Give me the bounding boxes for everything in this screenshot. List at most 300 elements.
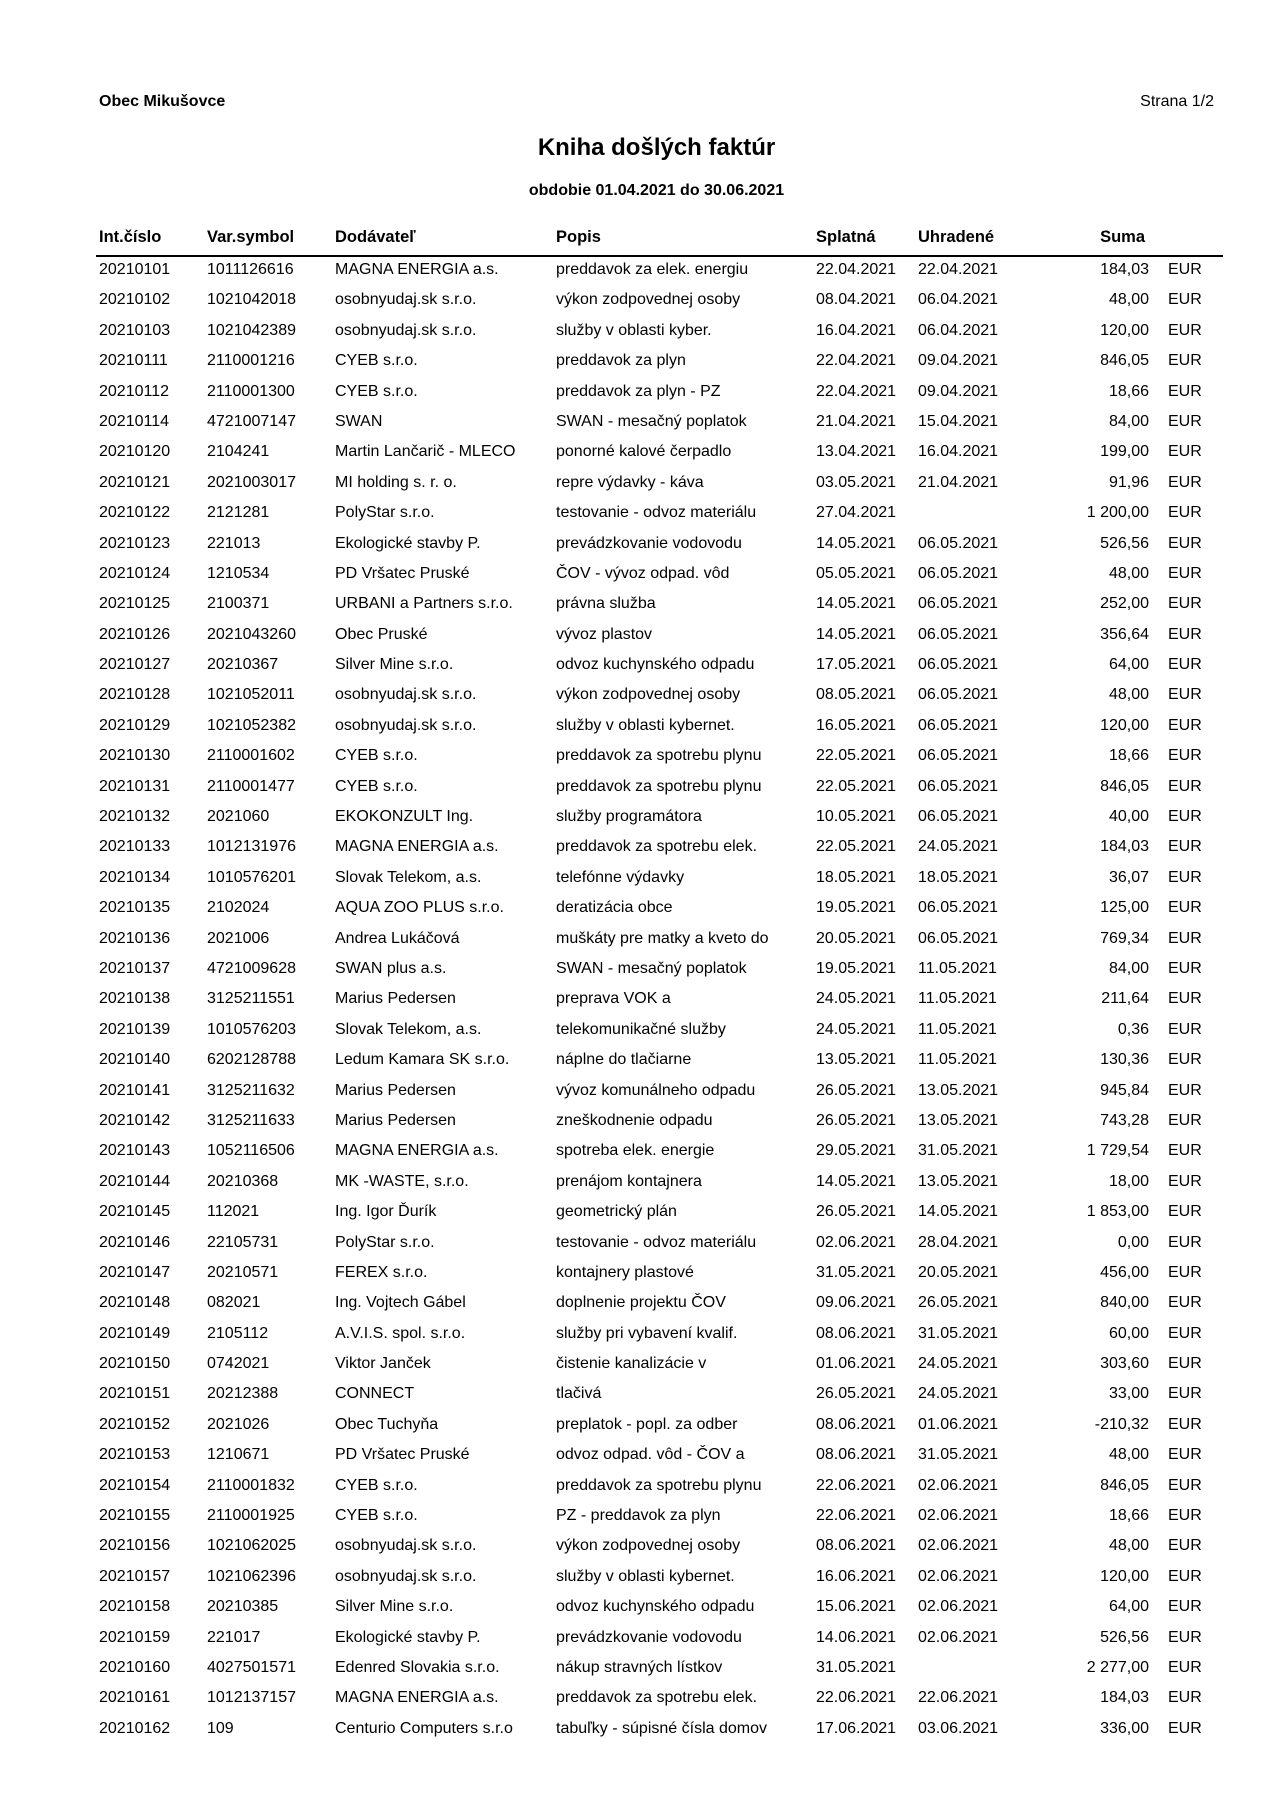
cell-dodavatel: osobnyudaj.sk s.r.o. bbox=[335, 291, 477, 309]
table-row bbox=[0, 803, 1280, 833]
cell-splatna: 24.05.2021 bbox=[816, 990, 897, 1008]
table-row bbox=[0, 1411, 1280, 1441]
cell-uhradene: 13.05.2021 bbox=[918, 1172, 999, 1190]
cell-suma: 945,84 bbox=[1100, 1081, 1149, 1099]
cell-popis: telekomunikačné služby bbox=[556, 1020, 726, 1038]
cell-mena: EUR bbox=[1168, 1567, 1202, 1585]
cell-splatna: 13.04.2021 bbox=[816, 443, 897, 461]
page-number: Strana 1/2 bbox=[1140, 93, 1214, 110]
cell-int-cislo: 20210139 bbox=[99, 1020, 171, 1038]
cell-suma: 846,05 bbox=[1100, 352, 1149, 370]
table-row bbox=[0, 1441, 1280, 1471]
cell-popis: výkon zodpovednej osoby bbox=[556, 686, 741, 704]
cell-splatna: 22.06.2021 bbox=[816, 1507, 897, 1525]
cell-popis: právna služba bbox=[556, 595, 656, 613]
table-row bbox=[0, 864, 1280, 894]
cell-dodavatel: Slovak Telekom, a.s. bbox=[335, 1020, 482, 1038]
cell-mena: EUR bbox=[1168, 1294, 1202, 1312]
cell-uhradene: 02.06.2021 bbox=[918, 1567, 999, 1585]
cell-int-cislo: 20210114 bbox=[99, 412, 169, 430]
column-header-var-symbol: Var.symbol bbox=[207, 228, 295, 246]
cell-dodavatel: MI holding s. r. o. bbox=[335, 473, 457, 491]
cell-int-cislo: 20210131 bbox=[99, 777, 171, 795]
invoice-table-body bbox=[0, 256, 1280, 1745]
cell-var-symbol: 20210367 bbox=[207, 656, 279, 674]
cell-int-cislo: 20210103 bbox=[99, 321, 171, 339]
cell-var-symbol: 0742021 bbox=[207, 1355, 270, 1373]
cell-mena: EUR bbox=[1168, 1385, 1202, 1403]
cell-int-cislo: 20210150 bbox=[99, 1355, 171, 1373]
cell-int-cislo: 20210121 bbox=[99, 473, 171, 491]
cell-splatna: 29.05.2021 bbox=[816, 1142, 897, 1160]
cell-var-symbol: 2110001477 bbox=[207, 777, 295, 795]
cell-suma: 18,66 bbox=[1108, 1507, 1149, 1525]
cell-mena: EUR bbox=[1168, 1415, 1202, 1433]
column-header-splatna: Splatná bbox=[816, 228, 876, 246]
cell-mena: EUR bbox=[1168, 1355, 1202, 1373]
cell-popis: tabuľky - súpisné čísla domov bbox=[556, 1719, 767, 1737]
cell-dodavatel: PD Vršatec Pruské bbox=[335, 1446, 470, 1464]
cell-popis: preddavok za plyn - PZ bbox=[556, 382, 721, 400]
table-row bbox=[0, 1502, 1280, 1532]
cell-var-symbol: 6202128788 bbox=[207, 1051, 296, 1069]
cell-uhradene: 24.05.2021 bbox=[918, 1355, 999, 1373]
cell-uhradene: 06.05.2021 bbox=[918, 534, 999, 552]
cell-popis: preprava VOK a bbox=[556, 990, 671, 1008]
column-header-popis: Popis bbox=[556, 228, 601, 246]
cell-var-symbol: 109 bbox=[207, 1719, 234, 1737]
table-row bbox=[0, 681, 1280, 711]
cell-popis: preddavok za plyn bbox=[556, 352, 686, 370]
cell-popis: PZ - preddavok za plyn bbox=[556, 1507, 721, 1525]
cell-splatna: 26.05.2021 bbox=[816, 1203, 897, 1221]
cell-uhradene: 15.04.2021 bbox=[918, 412, 999, 430]
cell-int-cislo: 20210156 bbox=[99, 1537, 171, 1555]
table-row bbox=[0, 1593, 1280, 1623]
cell-popis: preddavok za spotrebu elek. bbox=[556, 838, 758, 856]
cell-var-symbol: 2021006 bbox=[207, 929, 270, 947]
cell-popis: služby v oblasti kybernet. bbox=[556, 716, 735, 734]
cell-var-symbol: 4721009628 bbox=[207, 959, 296, 977]
cell-suma: 2 277,00 bbox=[1086, 1658, 1149, 1676]
cell-popis: SWAN - mesačný poplatok bbox=[556, 959, 747, 977]
cell-int-cislo: 20210135 bbox=[99, 899, 171, 917]
cell-mena: EUR bbox=[1168, 1324, 1202, 1342]
cell-int-cislo: 20210154 bbox=[99, 1476, 171, 1494]
cell-splatna: 19.05.2021 bbox=[816, 899, 897, 917]
table-row bbox=[0, 1654, 1280, 1684]
cell-int-cislo: 20210140 bbox=[99, 1051, 171, 1069]
cell-mena: EUR bbox=[1168, 625, 1202, 643]
cell-uhradene: 02.06.2021 bbox=[918, 1507, 999, 1525]
cell-splatna: 31.05.2021 bbox=[816, 1263, 897, 1281]
table-row bbox=[0, 742, 1280, 772]
cell-suma: 120,00 bbox=[1100, 321, 1149, 339]
cell-mena: EUR bbox=[1168, 1051, 1202, 1069]
table-row bbox=[0, 1107, 1280, 1137]
cell-splatna: 14.05.2021 bbox=[816, 595, 897, 613]
table-row bbox=[0, 621, 1280, 651]
cell-popis: čistenie kanalizácie v bbox=[556, 1355, 707, 1373]
cell-suma: 48,00 bbox=[1108, 291, 1149, 309]
cell-suma: 769,34 bbox=[1100, 929, 1149, 947]
cell-splatna: 16.04.2021 bbox=[816, 321, 897, 339]
cell-popis: služby programátora bbox=[556, 808, 702, 826]
cell-int-cislo: 20210111 bbox=[99, 352, 168, 370]
table-row bbox=[0, 1350, 1280, 1380]
cell-popis: vývoz komunálneho odpadu bbox=[556, 1081, 756, 1099]
cell-dodavatel: CYEB s.r.o. bbox=[335, 352, 418, 370]
cell-var-symbol: 20210571 bbox=[207, 1263, 279, 1281]
cell-splatna: 21.04.2021 bbox=[816, 412, 897, 430]
cell-dodavatel: Silver Mine s.r.o. bbox=[335, 656, 454, 674]
cell-popis: odvoz odpad. vôd - ČOV a bbox=[556, 1446, 745, 1464]
cell-splatna: 17.05.2021 bbox=[816, 656, 897, 674]
cell-dodavatel: Ing. Igor Ďurík bbox=[335, 1203, 437, 1221]
cell-dodavatel: osobnyudaj.sk s.r.o. bbox=[335, 716, 477, 734]
cell-dodavatel: Marius Pedersen bbox=[335, 990, 456, 1008]
cell-popis: preddavok za spotrebu plynu bbox=[556, 1476, 762, 1494]
cell-int-cislo: 20210137 bbox=[99, 959, 171, 977]
cell-suma: 336,00 bbox=[1100, 1719, 1149, 1737]
cell-splatna: 14.05.2021 bbox=[816, 534, 897, 552]
cell-uhradene: 28.04.2021 bbox=[918, 1233, 999, 1251]
cell-int-cislo: 20210145 bbox=[99, 1203, 171, 1221]
cell-int-cislo: 20210161 bbox=[99, 1689, 171, 1707]
cell-mena: EUR bbox=[1168, 1233, 1202, 1251]
cell-mena: EUR bbox=[1168, 504, 1202, 522]
cell-int-cislo: 20210160 bbox=[99, 1658, 171, 1676]
cell-dodavatel: Silver Mine s.r.o. bbox=[335, 1598, 454, 1616]
cell-var-symbol: 1021052382 bbox=[207, 716, 296, 734]
cell-splatna: 10.05.2021 bbox=[816, 808, 897, 826]
cell-suma: 36,07 bbox=[1108, 868, 1149, 886]
cell-var-symbol: 2110001300 bbox=[207, 382, 295, 400]
cell-uhradene: 18.05.2021 bbox=[918, 868, 999, 886]
table-row bbox=[0, 1016, 1280, 1046]
table-row bbox=[0, 469, 1280, 499]
cell-var-symbol: 1021052011 bbox=[207, 686, 295, 704]
cell-var-symbol: 1021042018 bbox=[207, 291, 296, 309]
cell-uhradene: 06.05.2021 bbox=[918, 777, 999, 795]
cell-uhradene: 20.05.2021 bbox=[918, 1263, 999, 1281]
cell-mena: EUR bbox=[1168, 1689, 1202, 1707]
cell-int-cislo: 20210148 bbox=[99, 1294, 171, 1312]
cell-splatna: 26.05.2021 bbox=[816, 1111, 897, 1129]
cell-int-cislo: 20210141 bbox=[99, 1081, 171, 1099]
cell-int-cislo: 20210120 bbox=[99, 443, 171, 461]
cell-suma: 64,00 bbox=[1108, 1598, 1149, 1616]
table-header bbox=[0, 228, 1280, 254]
cell-mena: EUR bbox=[1168, 1081, 1202, 1099]
cell-var-symbol: 2100371 bbox=[207, 595, 270, 613]
cell-splatna: 08.04.2021 bbox=[816, 291, 897, 309]
cell-var-symbol: 1011126616 bbox=[207, 261, 294, 278]
cell-uhradene: 31.05.2021 bbox=[918, 1446, 999, 1464]
column-header-suma: Suma bbox=[1100, 228, 1145, 246]
table-row bbox=[0, 317, 1280, 347]
cell-suma: 526,56 bbox=[1100, 1628, 1149, 1646]
cell-var-symbol: 20210368 bbox=[207, 1172, 279, 1190]
table-row bbox=[0, 773, 1280, 803]
cell-dodavatel: MAGNA ENERGIA a.s. bbox=[335, 838, 499, 856]
cell-mena: EUR bbox=[1168, 564, 1202, 582]
cell-popis: náplne do tlačiarne bbox=[556, 1051, 692, 1069]
cell-dodavatel: SWAN plus a.s. bbox=[335, 959, 447, 977]
cell-suma: 120,00 bbox=[1100, 716, 1149, 734]
cell-var-symbol: 1012131976 bbox=[207, 838, 296, 856]
cell-popis: repre výdavky - káva bbox=[556, 473, 704, 491]
cell-int-cislo: 20210123 bbox=[99, 534, 171, 552]
table-row bbox=[0, 1046, 1280, 1076]
cell-dodavatel: Edenred Slovakia s.r.o. bbox=[335, 1658, 500, 1676]
cell-int-cislo: 20210151 bbox=[99, 1385, 171, 1403]
cell-popis: ČOV - vývoz odpad. vôd bbox=[556, 564, 730, 582]
column-header-int-cislo: Int.číslo bbox=[99, 228, 162, 246]
cell-mena: EUR bbox=[1168, 716, 1202, 734]
cell-suma: 48,00 bbox=[1108, 1537, 1149, 1555]
cell-int-cislo: 20210136 bbox=[99, 929, 171, 947]
cell-var-symbol: 221017 bbox=[207, 1628, 261, 1646]
cell-int-cislo: 20210127 bbox=[99, 656, 171, 674]
cell-uhradene: 02.06.2021 bbox=[918, 1628, 999, 1646]
cell-var-symbol: 1210671 bbox=[207, 1446, 270, 1464]
cell-dodavatel: osobnyudaj.sk s.r.o. bbox=[335, 686, 477, 704]
cell-int-cislo: 20210152 bbox=[99, 1415, 171, 1433]
cell-splatna: 08.06.2021 bbox=[816, 1415, 897, 1433]
cell-int-cislo: 20210138 bbox=[99, 990, 171, 1008]
cell-uhradene: 24.05.2021 bbox=[918, 1385, 999, 1403]
cell-uhradene: 06.05.2021 bbox=[918, 656, 999, 674]
cell-uhradene: 06.05.2021 bbox=[918, 899, 999, 917]
cell-mena: EUR bbox=[1168, 1020, 1202, 1038]
cell-dodavatel: PolyStar s.r.o. bbox=[335, 1233, 435, 1251]
cell-mena: EUR bbox=[1168, 534, 1202, 552]
cell-dodavatel: MAGNA ENERGIA a.s. bbox=[335, 1142, 499, 1160]
cell-uhradene: 11.05.2021 bbox=[918, 1020, 997, 1038]
cell-mena: EUR bbox=[1168, 291, 1202, 309]
table-row bbox=[0, 256, 1280, 286]
cell-suma: 48,00 bbox=[1108, 686, 1149, 704]
cell-int-cislo: 20210102 bbox=[99, 291, 171, 309]
cell-splatna: 08.06.2021 bbox=[816, 1446, 897, 1464]
cell-popis: prevádzkovanie vodovodu bbox=[556, 534, 742, 552]
cell-mena: EUR bbox=[1168, 1476, 1202, 1494]
cell-suma: 211,64 bbox=[1101, 990, 1149, 1008]
cell-dodavatel: MK -WASTE, s.r.o. bbox=[335, 1172, 469, 1190]
cell-var-symbol: 3125211633 bbox=[207, 1111, 295, 1129]
cell-uhradene: 11.05.2021 bbox=[918, 959, 997, 977]
cell-mena: EUR bbox=[1168, 1628, 1202, 1646]
cell-popis: výkon zodpovednej osoby bbox=[556, 1537, 741, 1555]
cell-suma: 846,05 bbox=[1100, 777, 1149, 795]
document-period: obdobie 01.04.2021 do 30.06.2021 bbox=[528, 182, 785, 199]
table-row bbox=[0, 1137, 1280, 1167]
cell-suma: 84,00 bbox=[1108, 412, 1149, 430]
cell-uhradene: 06.05.2021 bbox=[918, 595, 999, 613]
cell-uhradene: 11.05.2021 bbox=[918, 990, 997, 1008]
cell-mena: EUR bbox=[1168, 868, 1202, 886]
table-row bbox=[0, 1259, 1280, 1289]
cell-popis: preplatok - popl. za odber bbox=[556, 1415, 738, 1433]
cell-int-cislo: 20210101 bbox=[99, 261, 171, 278]
cell-var-symbol: 1010576201 bbox=[207, 868, 296, 886]
cell-var-symbol: 1210534 bbox=[207, 564, 270, 582]
table-row bbox=[0, 499, 1280, 529]
cell-suma: 303,60 bbox=[1100, 1355, 1149, 1373]
cell-popis: kontajnery plastové bbox=[556, 1263, 694, 1281]
cell-splatna: 05.05.2021 bbox=[816, 564, 897, 582]
cell-splatna: 16.05.2021 bbox=[816, 716, 897, 734]
cell-popis: SWAN - mesačný poplatok bbox=[556, 412, 747, 430]
cell-mena: EUR bbox=[1168, 443, 1202, 461]
cell-mena: EUR bbox=[1168, 1719, 1202, 1737]
cell-var-symbol: 2110001832 bbox=[207, 1476, 295, 1494]
cell-int-cislo: 20210112 bbox=[99, 382, 169, 400]
cell-splatna: 08.05.2021 bbox=[816, 686, 897, 704]
cell-suma: 1 200,00 bbox=[1086, 504, 1149, 522]
cell-var-symbol: 2110001925 bbox=[207, 1507, 295, 1525]
cell-mena: EUR bbox=[1168, 321, 1202, 339]
cell-var-symbol: 1021062396 bbox=[207, 1567, 296, 1585]
cell-var-symbol: 2021043260 bbox=[207, 625, 296, 643]
cell-uhradene: 13.05.2021 bbox=[918, 1111, 999, 1129]
cell-suma: 456,00 bbox=[1100, 1263, 1149, 1281]
cell-int-cislo: 20210142 bbox=[99, 1111, 171, 1129]
cell-int-cislo: 20210155 bbox=[99, 1507, 171, 1525]
cell-var-symbol: 4027501571 bbox=[207, 1658, 296, 1676]
cell-suma: 33,00 bbox=[1108, 1385, 1149, 1403]
cell-int-cislo: 20210147 bbox=[99, 1263, 171, 1281]
table-row bbox=[0, 985, 1280, 1015]
cell-suma: 120,00 bbox=[1100, 1567, 1149, 1585]
cell-dodavatel: PolyStar s.r.o. bbox=[335, 504, 435, 522]
cell-suma: 40,00 bbox=[1108, 808, 1149, 826]
cell-popis: služby pri vybavení kvalif. bbox=[556, 1324, 738, 1342]
cell-mena: EUR bbox=[1168, 656, 1202, 674]
cell-int-cislo: 20210153 bbox=[99, 1446, 171, 1464]
cell-dodavatel: Obec Pruské bbox=[335, 625, 428, 643]
cell-splatna: 03.05.2021 bbox=[816, 473, 897, 491]
table-row bbox=[0, 1320, 1280, 1350]
cell-mena: EUR bbox=[1168, 1537, 1202, 1555]
cell-int-cislo: 20210125 bbox=[99, 595, 171, 613]
cell-popis: výkon zodpovednej osoby bbox=[556, 291, 741, 309]
cell-var-symbol: 20212388 bbox=[207, 1385, 279, 1403]
cell-suma: 356,64 bbox=[1100, 625, 1149, 643]
cell-var-symbol: 2105112 bbox=[207, 1324, 269, 1342]
cell-uhradene: 06.05.2021 bbox=[918, 716, 999, 734]
cell-mena: EUR bbox=[1168, 808, 1202, 826]
cell-suma: 1 853,00 bbox=[1086, 1203, 1149, 1221]
table-row bbox=[0, 378, 1280, 408]
cell-popis: preddavok za spotrebu elek. bbox=[556, 1689, 758, 1707]
cell-splatna: 01.06.2021 bbox=[816, 1355, 897, 1373]
cell-uhradene: 02.06.2021 bbox=[918, 1537, 999, 1555]
cell-splatna: 08.06.2021 bbox=[816, 1324, 897, 1342]
cell-int-cislo: 20210158 bbox=[99, 1598, 171, 1616]
cell-popis: odvoz kuchynského odpadu bbox=[556, 656, 755, 674]
cell-dodavatel: PD Vršatec Pruské bbox=[335, 564, 470, 582]
cell-splatna: 19.05.2021 bbox=[816, 959, 897, 977]
table-row bbox=[0, 1168, 1280, 1198]
cell-uhradene: 01.06.2021 bbox=[918, 1415, 999, 1433]
cell-dodavatel: Ledum Kamara SK s.r.o. bbox=[335, 1051, 510, 1069]
cell-mena: EUR bbox=[1168, 595, 1202, 613]
cell-suma: 184,03 bbox=[1100, 838, 1149, 856]
cell-dodavatel: A.V.I.S. spol. s.r.o. bbox=[335, 1324, 466, 1342]
cell-dodavatel: CYEB s.r.o. bbox=[335, 1507, 418, 1525]
table-row bbox=[0, 530, 1280, 560]
cell-int-cislo: 20210159 bbox=[99, 1628, 171, 1646]
cell-var-symbol: 1010576203 bbox=[207, 1020, 296, 1038]
cell-mena: EUR bbox=[1168, 1598, 1202, 1616]
cell-dodavatel: Obec Tuchyňa bbox=[335, 1415, 439, 1433]
cell-uhradene: 21.04.2021 bbox=[918, 473, 999, 491]
cell-mena: EUR bbox=[1168, 959, 1202, 977]
cell-popis: muškáty pre matky a kveto do bbox=[556, 929, 769, 947]
cell-uhradene: 06.05.2021 bbox=[918, 686, 999, 704]
cell-dodavatel: Ing. Vojtech Gábel bbox=[335, 1294, 466, 1312]
cell-mena: EUR bbox=[1168, 1446, 1202, 1464]
cell-var-symbol: 1021062025 bbox=[207, 1537, 296, 1555]
cell-splatna: 27.04.2021 bbox=[816, 504, 897, 522]
cell-mena: EUR bbox=[1168, 777, 1202, 795]
cell-mena: EUR bbox=[1168, 1507, 1202, 1525]
cell-uhradene: 09.04.2021 bbox=[918, 382, 999, 400]
table-row bbox=[0, 1715, 1280, 1745]
cell-dodavatel: Slovak Telekom, a.s. bbox=[335, 868, 482, 886]
cell-int-cislo: 20210144 bbox=[99, 1172, 171, 1190]
cell-suma: 526,56 bbox=[1100, 534, 1149, 552]
cell-splatna: 14.05.2021 bbox=[816, 1172, 897, 1190]
cell-uhradene: 31.05.2021 bbox=[918, 1142, 999, 1160]
cell-dodavatel: Andrea Lukáčová bbox=[335, 929, 460, 947]
cell-var-symbol: 3125211551 bbox=[207, 990, 295, 1008]
cell-splatna: 14.06.2021 bbox=[816, 1628, 897, 1646]
table-row bbox=[0, 408, 1280, 438]
table-row bbox=[0, 1229, 1280, 1259]
cell-splatna: 24.05.2021 bbox=[816, 1020, 897, 1038]
cell-dodavatel: CYEB s.r.o. bbox=[335, 747, 418, 765]
cell-dodavatel: CYEB s.r.o. bbox=[335, 1476, 418, 1494]
cell-suma: 60,00 bbox=[1108, 1324, 1149, 1342]
table-row bbox=[0, 347, 1280, 377]
cell-dodavatel: Viktor Janček bbox=[335, 1355, 431, 1373]
cell-var-symbol: 082021 bbox=[207, 1294, 261, 1312]
cell-splatna: 16.06.2021 bbox=[816, 1567, 897, 1585]
table-row bbox=[0, 1472, 1280, 1502]
cell-popis: geometrický plán bbox=[556, 1203, 677, 1221]
table-row bbox=[0, 955, 1280, 985]
cell-int-cislo: 20210132 bbox=[99, 808, 171, 826]
table-row bbox=[0, 712, 1280, 742]
cell-dodavatel: Marius Pedersen bbox=[335, 1081, 456, 1099]
cell-uhradene: 06.05.2021 bbox=[918, 929, 999, 947]
cell-splatna: 22.05.2021 bbox=[816, 747, 897, 765]
cell-mena: EUR bbox=[1168, 382, 1202, 400]
cell-var-symbol: 2110001602 bbox=[207, 747, 295, 765]
cell-mena: EUR bbox=[1168, 412, 1202, 430]
cell-mena: EUR bbox=[1168, 1111, 1202, 1129]
cell-var-symbol: 2121281 bbox=[207, 504, 270, 522]
cell-suma: 0,00 bbox=[1117, 1233, 1149, 1251]
cell-popis: preddavok za spotrebu plynu bbox=[556, 777, 762, 795]
cell-dodavatel: osobnyudaj.sk s.r.o. bbox=[335, 321, 477, 339]
cell-popis: preddavok za spotrebu plynu bbox=[556, 747, 762, 765]
table-row bbox=[0, 925, 1280, 955]
cell-int-cislo: 20210133 bbox=[99, 838, 171, 856]
